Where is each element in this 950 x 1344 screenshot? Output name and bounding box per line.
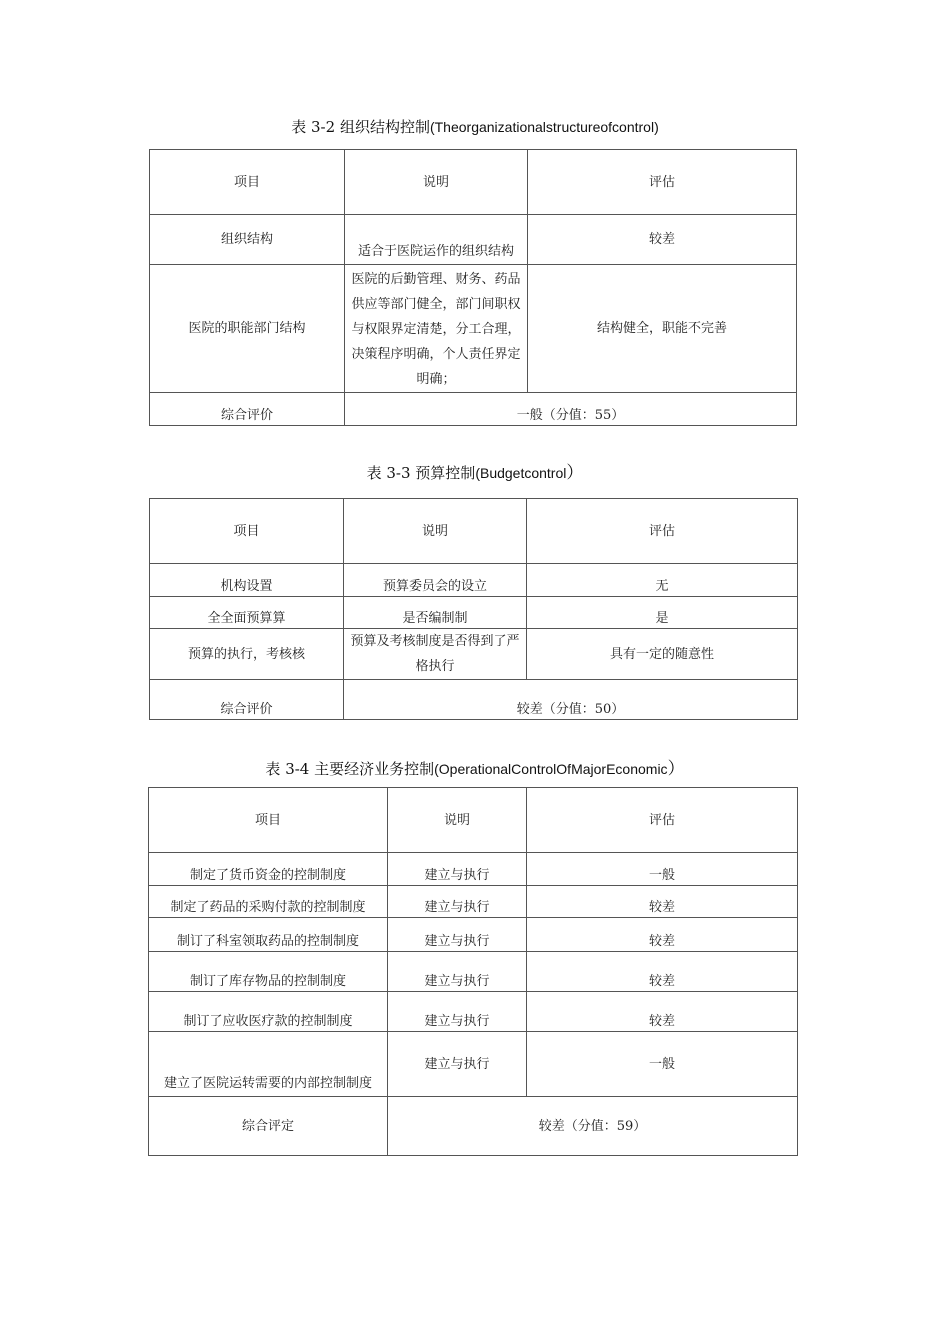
table2-header-eval: 评估 (527, 499, 798, 564)
table1-row1-item: 组织结构 (150, 215, 345, 265)
table3-row4-eval: 较差 (527, 952, 798, 992)
table1-row1-desc: 适合于医院运作的组织结构 (345, 215, 528, 265)
table3-summary-row (149, 1097, 798, 1156)
table1-summary-value: 一般（分值：55） (345, 393, 797, 426)
table2-header-item: 项目 (150, 499, 344, 564)
table2-row2-item: 全全面预算算 (150, 597, 344, 629)
table3-row4-item: 制订了库存物品的控制制度 (149, 952, 388, 992)
table2-caption-close: ） (566, 463, 584, 483)
table3-row3-desc: 建立与执行 (388, 918, 527, 952)
table2-row1-item: 机构设置 (150, 564, 344, 597)
table1-header-item: 项目 (150, 150, 345, 215)
table2-caption-cn: 表 3-3 预算控制 (366, 464, 476, 482)
table1-summary-row (150, 393, 797, 426)
table2-row1-eval: 无 (527, 564, 798, 597)
table3-major-economic-control (148, 787, 798, 1156)
table3-row3-eval: 较差 (527, 918, 798, 952)
table3-row6-item: 建立了医院运转需要的内部控制制度 (149, 1032, 388, 1097)
table2-row3-item: 预算的执行，考核核 (150, 629, 344, 680)
table3-caption-cn: 表 3-4 主要经济业务控制 (265, 760, 435, 778)
table3-caption-close: ） (667, 759, 685, 779)
table-row (150, 215, 797, 265)
table-row (149, 992, 798, 1032)
table3-row2-eval: 较差 (527, 886, 798, 918)
table3-summary-label: 综合评定 (149, 1097, 388, 1156)
table2-summary-value: 较差（分值：50） (344, 680, 798, 720)
table3-row6-desc: 建立与执行 (388, 1032, 527, 1097)
table1-row2-item: 医院的职能部门结构 (150, 265, 345, 393)
table3-row2-item: 制定了药品的采购付款的控制制度 (149, 886, 388, 918)
table3-caption-en: (OperationalControlOfMajorEconomic (434, 761, 668, 777)
table2-summary-row (150, 680, 798, 720)
table1-caption-en: (Theorganizationalstructureofcontrol) (429, 119, 659, 135)
table-row (150, 629, 798, 680)
table1-organizational-structure (149, 149, 797, 426)
table3-header-eval: 评估 (527, 788, 798, 853)
table2-row2-eval: 是 (527, 597, 798, 629)
table-row (149, 886, 798, 918)
table3-row3-item: 制订了科室领取药品的控制制度 (149, 918, 388, 952)
table2-budget-control (149, 498, 798, 720)
table3-header-desc: 说明 (388, 788, 527, 853)
table1-caption (0, 116, 950, 137)
table1-header-desc: 说明 (345, 150, 528, 215)
table3-row5-item: 制订了应收医疗款的控制制度 (149, 992, 388, 1032)
table3-header-item: 项目 (149, 788, 388, 853)
table-row (149, 1032, 798, 1097)
table-row (149, 952, 798, 992)
table-row (149, 853, 798, 886)
table1-summary-label: 综合评价 (150, 393, 345, 426)
table2-caption (0, 458, 950, 483)
table3-header-row (149, 788, 798, 853)
table2-caption-en: (Budgetcontrol (475, 465, 567, 481)
table3-row1-desc: 建立与执行 (388, 853, 527, 886)
table3-row2-desc: 建立与执行 (388, 886, 527, 918)
table-row (150, 265, 797, 393)
table-row (150, 597, 798, 629)
table2-row2-desc: 是否编制制 (344, 597, 527, 629)
table3-row1-eval: 一般 (527, 853, 798, 886)
table-row (150, 564, 798, 597)
table1-header-row (150, 150, 797, 215)
table3-row1-item: 制定了货币资金的控制制度 (149, 853, 388, 886)
table2-row1-desc: 预算委员会的设立 (344, 564, 527, 597)
table3-row5-eval: 较差 (527, 992, 798, 1032)
table1-caption-cn: 表 3-2 组织结构控制 (291, 118, 430, 136)
table2-row3-eval: 具有一定的随意性 (527, 629, 798, 680)
table2-header-row (150, 499, 798, 564)
table3-summary-value: 较差（分值：59） (388, 1097, 798, 1156)
table3-caption (0, 754, 950, 779)
table3-row4-desc: 建立与执行 (388, 952, 527, 992)
table-row (149, 918, 798, 952)
table2-summary-label: 综合评价 (150, 680, 344, 720)
table1-row2-eval: 结构健全，职能不完善 (528, 265, 797, 393)
table1-row2-desc: 医院的后勤管理、财务、药品供应等部门健全，部门间职权与权限界定清楚，分工合理，决策程序明确，个人责任界定明确； (345, 265, 528, 393)
table2-row3-desc: 预算及考核制度是否得到了严格执行 (344, 629, 527, 680)
table3-row6-eval: 一般 (527, 1032, 798, 1097)
table3-row5-desc: 建立与执行 (388, 992, 527, 1032)
table1-row1-eval: 较差 (528, 215, 797, 265)
table2-header-desc: 说明 (344, 499, 527, 564)
table1-header-eval: 评估 (528, 150, 797, 215)
